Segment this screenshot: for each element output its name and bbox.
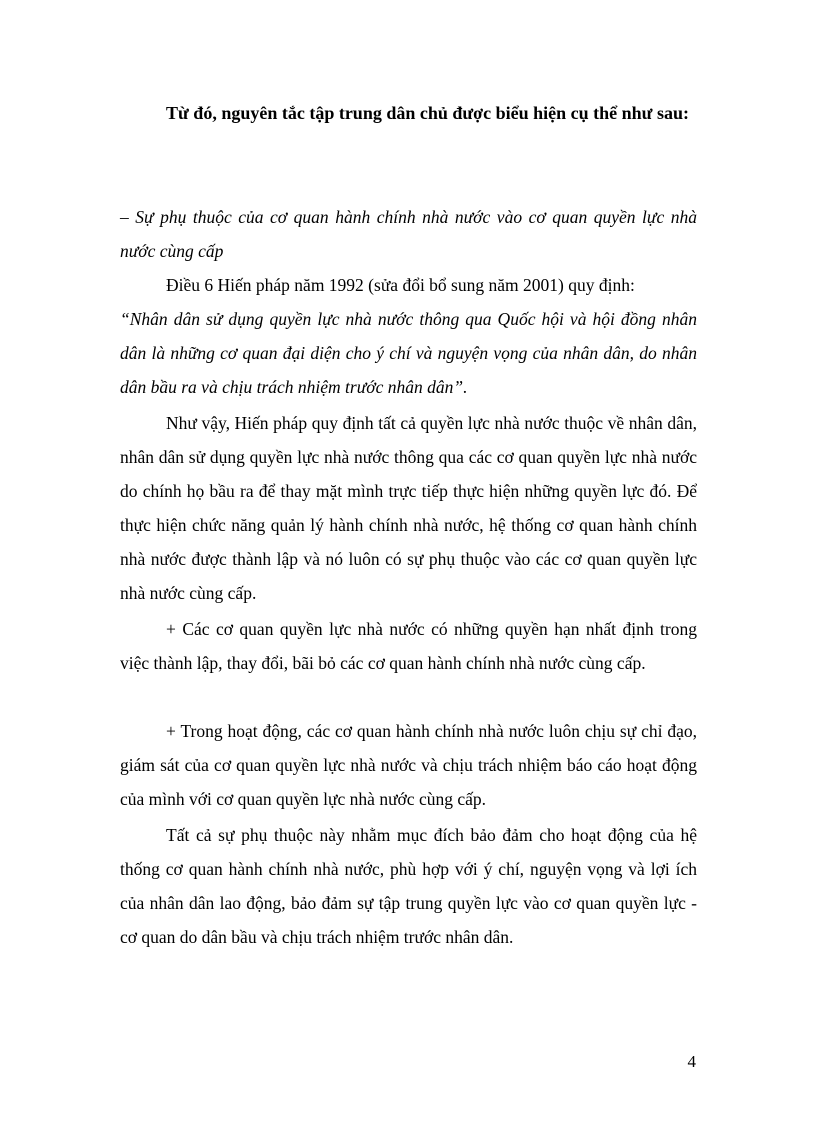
page-number: 4: [687, 1052, 696, 1071]
subheading-dependency: – Sự phụ thuộc của cơ quan hành chính nhà nước vào cơ quan quyền lực nhà nước cùng cấp: [120, 207, 697, 261]
paragraph-supervision: + Trong hoạt động, các cơ quan hành chính nhà nước luôn chịu sự chỉ đạo, giám sát của cơ quan quyền lực nhà nước và chịu trách nhiệm báo cáo hoạt động của mình với cơ quan quyền lực nhà nước cùng cấp.: [120, 721, 697, 809]
constitution-reference: Điều 6 Hiến pháp năm 1992 (sửa đổi bổ sung năm 2001) quy định:: [166, 275, 635, 295]
paragraph-conclusion: Tất cả sự phụ thuộc này nhằm mục đích bảo đảm cho hoạt động của hệ thống cơ quan hành chính nhà nước, phù hợp với ý chí, nguyện vọng và lợi ích của nhân dân lao động, bảo đảm sự tập trung quyền lực vào cơ quan quyền lực - cơ quan do dân bầu và chịu trách nhiệm trước nhân dân.: [120, 825, 697, 947]
section-heading: Từ đó, nguyên tắc tập trung dân chủ được biểu hiện cụ thể như sau:: [166, 103, 689, 123]
constitution-quote: “Nhân dân sử dụng quyền lực nhà nước thông qua Quốc hội và hội đồng nhân dân là những cơ quan đại diện cho ý chí và nguyện vọng của nhân dân, do nhân dân bầu ra và chịu trách nhiệm trước nhân dân”.: [120, 309, 697, 397]
document-page: [120, 0, 697, 1123]
paragraph-explanation: Như vậy, Hiến pháp quy định tất cả quyền lực nhà nước thuộc về nhân dân, nhân dân sử dụng quyền lực nhà nước thông qua các cơ quan quyền lực nhà nước do chính họ bầu ra để thay mặt mình trực tiếp thực hiện những quyền lực đó. Để thực hiện chức năng quản lý hành chính nhà nước, hệ thống cơ quan hành chính nhà nước được thành lập và nó luôn có sự phụ thuộc vào các cơ quan quyền lực nhà nước cùng cấp.: [120, 413, 697, 603]
paragraph-authority-powers: + Các cơ quan quyền lực nhà nước có những quyền hạn nhất định trong việc thành lập, thay đổi, bãi bỏ các cơ quan hành chính nhà nước cùng cấp.: [120, 619, 697, 673]
